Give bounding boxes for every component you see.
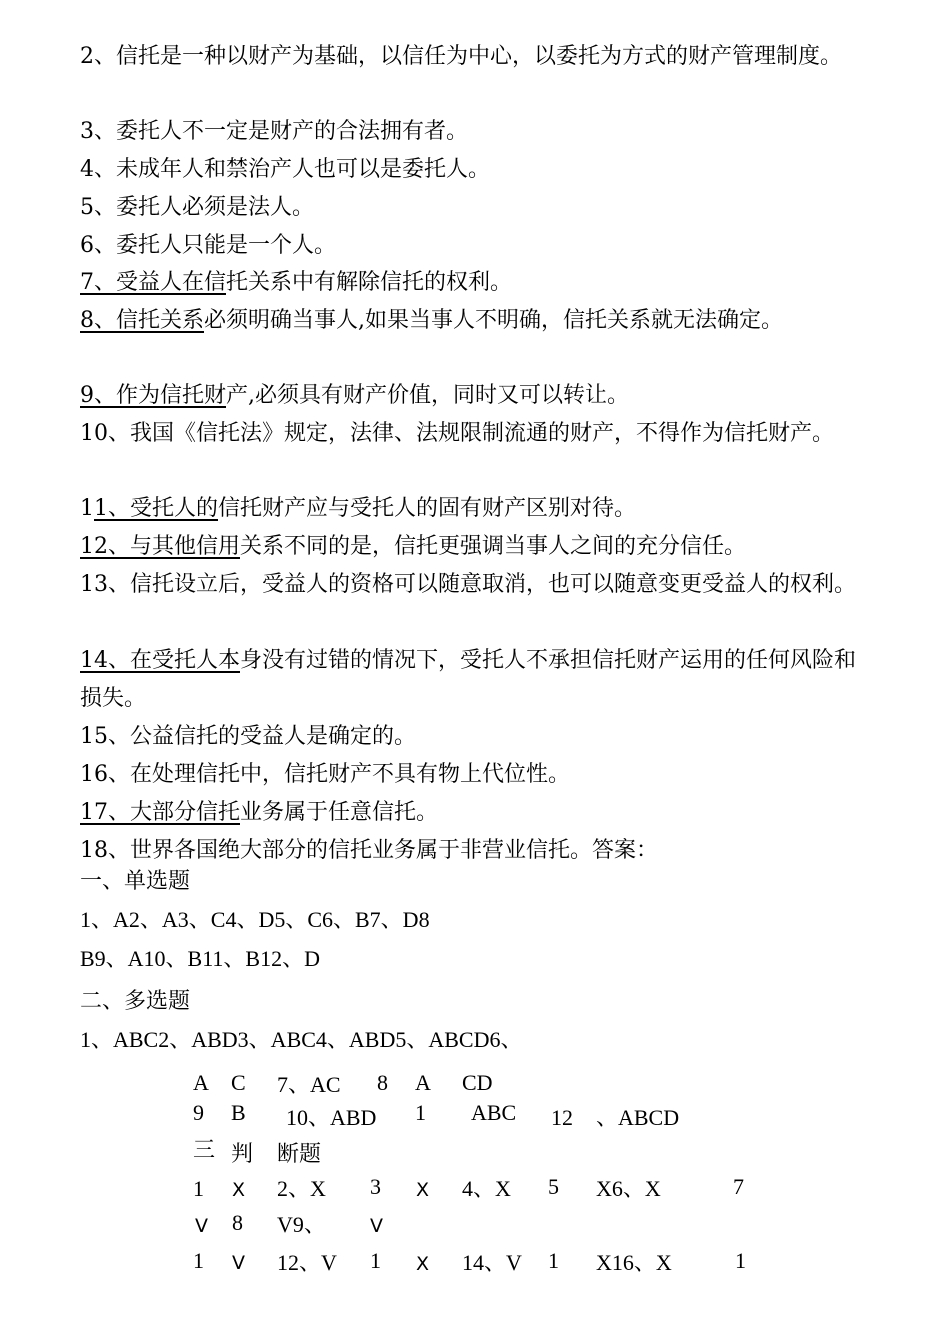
question-q4 [80,151,870,189]
question-q8 [80,302,870,340]
question-q14 [80,642,870,717]
question-q15 [80,718,870,756]
multi-choice-heading: 二、多选题 [80,988,191,1013]
answer-grid-cell: C [231,1070,246,1095]
question-q9 [80,377,870,415]
answer-grid-cell: V [370,1215,383,1237]
question-text: 15、公益信托的受益人是确定的。 [80,724,416,749]
question-text: 托关系中有解除信托的权利。 [226,270,513,295]
question-text: 必须明确当事人,如果当事人不明确，信托关系就无法确定。 [204,308,783,333]
answer-grid-cell: X16、X [596,1250,672,1275]
question-text: 业务属于任意信托。 [240,800,439,825]
answer-grid-cell: 9 [193,1100,204,1125]
question-text: 产,必须具有财产价值，同时又可以转让。 [226,383,629,408]
answer-grid-cell: 1 [735,1248,746,1273]
question-text: 18、世界各国绝大部分的信托业务属于非营业信托。答案： [80,838,658,863]
answer-grid-cell: 7 [733,1174,744,1199]
answer-grid-cell: 、ABCD [596,1105,680,1130]
question-q7 [80,264,870,302]
question-text: 信托财产应与受托人的固有财产区别对待。 [218,496,637,521]
question-text: 5、委托人必须是法人。 [80,195,314,220]
answer-grid-cell: V [195,1215,208,1237]
answer-grid-cell: 8 [377,1070,388,1095]
question-text: 1 [80,496,94,521]
answer-grid-cell: X [416,1179,430,1201]
answer-grid-cell: 14、V [462,1250,522,1275]
question-q5 [80,189,870,227]
question-text: 6、委托人只能是一个人。 [80,233,336,258]
answer-grid-cell: 10、ABD [286,1105,377,1130]
answer-grid-cell: V9、 [277,1212,326,1237]
answer-grid-cell: X [232,1179,246,1201]
question-text: 16、在处理信托中，信托财产不具有物上代位性。 [80,762,570,787]
underlined-text: 1、受托人的 [94,496,218,521]
question-q6 [80,227,870,265]
question-text: 13、信托设立后，受益人的资格可以随意取消，也可以随意变更受益人的权利。 [80,572,856,597]
question-q2 [80,38,870,76]
answer-grid-cell: 12、V [277,1250,337,1275]
answer-grid-cell: 断题 [277,1141,322,1166]
underlined-text: 12、与其他信用 [80,534,240,559]
answer-grid-cell: 判 [231,1141,254,1166]
single-choice-answers-line-1: 1、A2、A3、C4、D5、C6、B7、D8 [80,907,430,932]
underlined-text: 7、受益人在信 [80,270,226,295]
underlined-text: 17、大部分信托 [80,800,240,825]
question-q3 [80,113,870,151]
question-q13 [80,566,870,604]
answer-grid-cell: CD [462,1070,493,1095]
question-q17 [80,794,870,832]
answer-grid-cell: B [231,1100,246,1125]
question-text: 关系不同的是，信托更强调当事人之间的充分信任。 [240,534,747,559]
answer-grid-cell: 8 [232,1210,243,1235]
answer-grid-cell: A [415,1070,431,1095]
question-text: 2、信托是一种以财产为基础，以信任为中心，以委托为方式的财产管理制度。 [80,44,842,69]
answer-grid-cell: 4、X [462,1176,511,1201]
question-text: 身没有过错的情况下，受托人不承担信托财产运用的任何风险和损失。 [80,648,857,711]
underlined-text: 14、在受托人本 [80,648,240,673]
answer-grid-cell: V [232,1252,245,1274]
answer-grid-cell: 5 [548,1174,559,1199]
answer-grid-cell: 1 [415,1100,426,1125]
answer-grid-cell: 1 [370,1248,381,1273]
answer-grid-cell: 2、X [277,1176,326,1201]
answer-grid-cell: 三 [193,1137,216,1162]
answer-grid-cell: 12 [551,1105,573,1130]
question-text: 3、委托人不一定是财产的合法拥有者。 [80,119,468,144]
answer-grid-cell: 1 [193,1176,204,1201]
single-choice-heading: 一、单选题 [80,868,191,893]
answer-grid-cell: ABC [471,1100,517,1125]
question-text: 10、我国《信托法》规定，法律、法规限制流通的财产，不得作为信托财产。 [80,421,834,446]
answer-grid-cell: 3 [370,1174,381,1199]
answer-grid-cell: 1 [193,1248,204,1273]
answer-grid-cell: X6、X [596,1176,661,1201]
answer-grid-cell: 7、AC [277,1072,341,1097]
single-choice-answers-line-2: B9、A10、B11、B12、D [80,946,320,971]
answer-grid-cell: 1 [548,1248,559,1273]
question-text: 4、未成年人和禁治产人也可以是委托人。 [80,157,490,182]
underlined-text: 8、信托关系 [80,308,204,333]
question-q10 [80,415,870,453]
answer-grid-cell: X [416,1253,430,1275]
question-q18 [80,832,870,870]
underlined-text: 9、作为信托财 [80,383,226,408]
multi-choice-answers-line-1: 1、ABC2、ABD3、ABC4、ABD5、ABCD6、 [80,1027,523,1052]
answer-grid-cell: A [193,1070,209,1095]
question-q12 [80,528,870,566]
question-q16 [80,756,870,794]
question-q11 [80,490,870,528]
